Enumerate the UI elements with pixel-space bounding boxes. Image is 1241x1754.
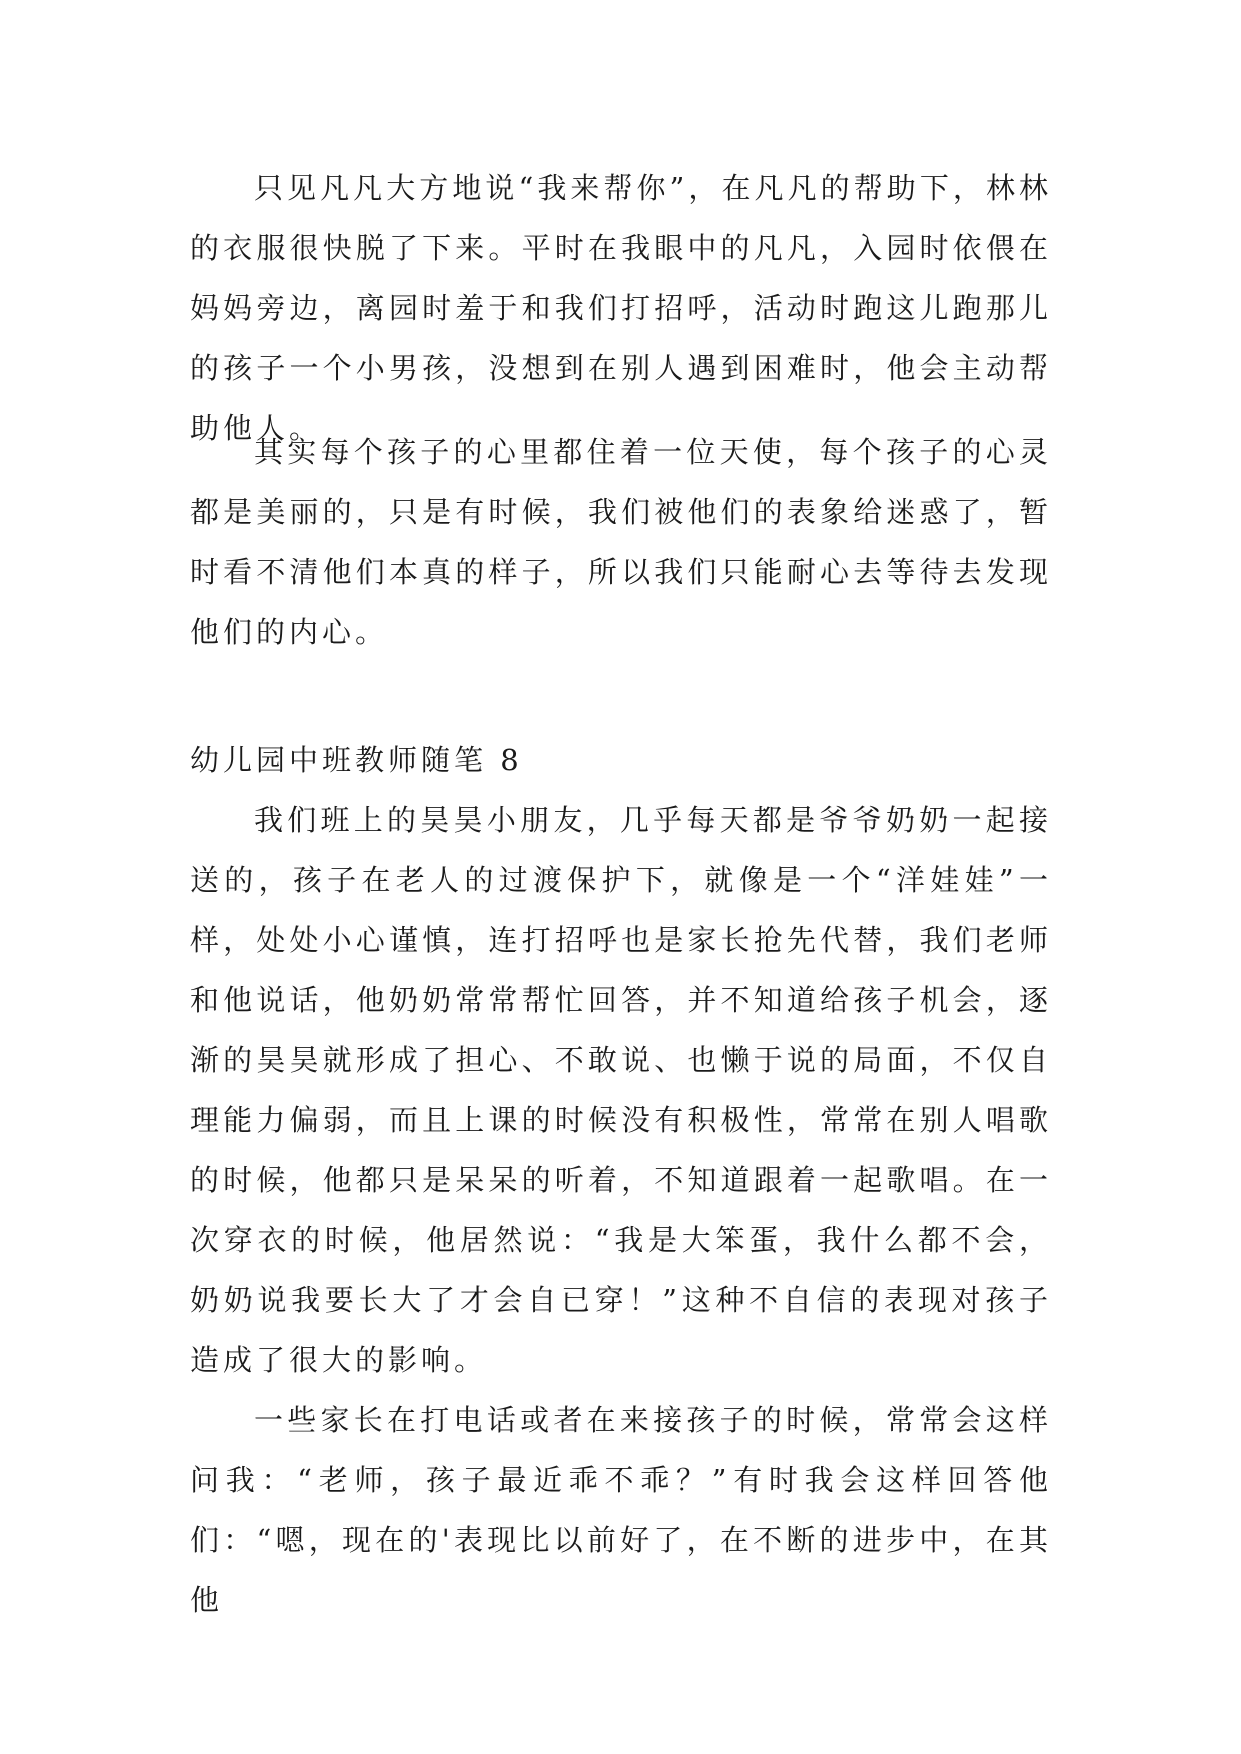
section-title: 幼儿园中班教师随笔 8	[190, 743, 523, 777]
text-block-top	[190, 158, 1052, 458]
paragraph: 我们班上的昊昊小朋友，几乎每天都是爷爷奶奶一起接送的，孩子在老人的过渡保护下，就像是一个“洋娃娃”一样，处处小心谨慎，连打招呼也是家长抢先代替，我们老师和他说话，他奶奶常常帮忙回答，并不知道给孩子机会，逐渐的昊昊就形成了担心、不敢说、也懒于说的局面，不仅自理能力偏弱，而且上课的时候没有积极性，常常在别人唱歌的时候，他都只是呆呆的听着，不知道跟着一起歌唱。在一次穿衣的时候，他居然说：“我是大笨蛋，我什么都不会，奶奶说我要长大了才会自已穿！”这种不自信的表现对孩子造成了很大的影响。	[190, 803, 1052, 1377]
text-block-middle	[190, 422, 1052, 662]
paragraph: 其实每个孩子的心里都住着一位天使，每个孩子的心灵都是美丽的，只是有时候，我们被他们的表象给迷惑了，暂时看不清他们本真的样子，所以我们只能耐心去等待去发现他们的内心。	[190, 435, 1052, 649]
paragraph: 一些家长在打电话或者在来接孩子的时候，常常会这样问我：“老师，孩子最近乖不乖？”有时我会这样回答他们：“嗯，现在的'表现比以前好了，在不断的进步中，在其他	[190, 1403, 1052, 1617]
paragraph: 只见凡凡大方地说“我来帮你”，在凡凡的帮助下，林林的衣服很快脱了下来。平时在我眼中的凡凡，入园时依偎在妈妈旁边，离园时羞于和我们打招呼，活动时跑这儿跑那儿的孩子一个小男孩，没想到在别人遇到困难时，他会主动帮助他人。	[190, 171, 1052, 445]
text-block-section	[190, 730, 1052, 1630]
